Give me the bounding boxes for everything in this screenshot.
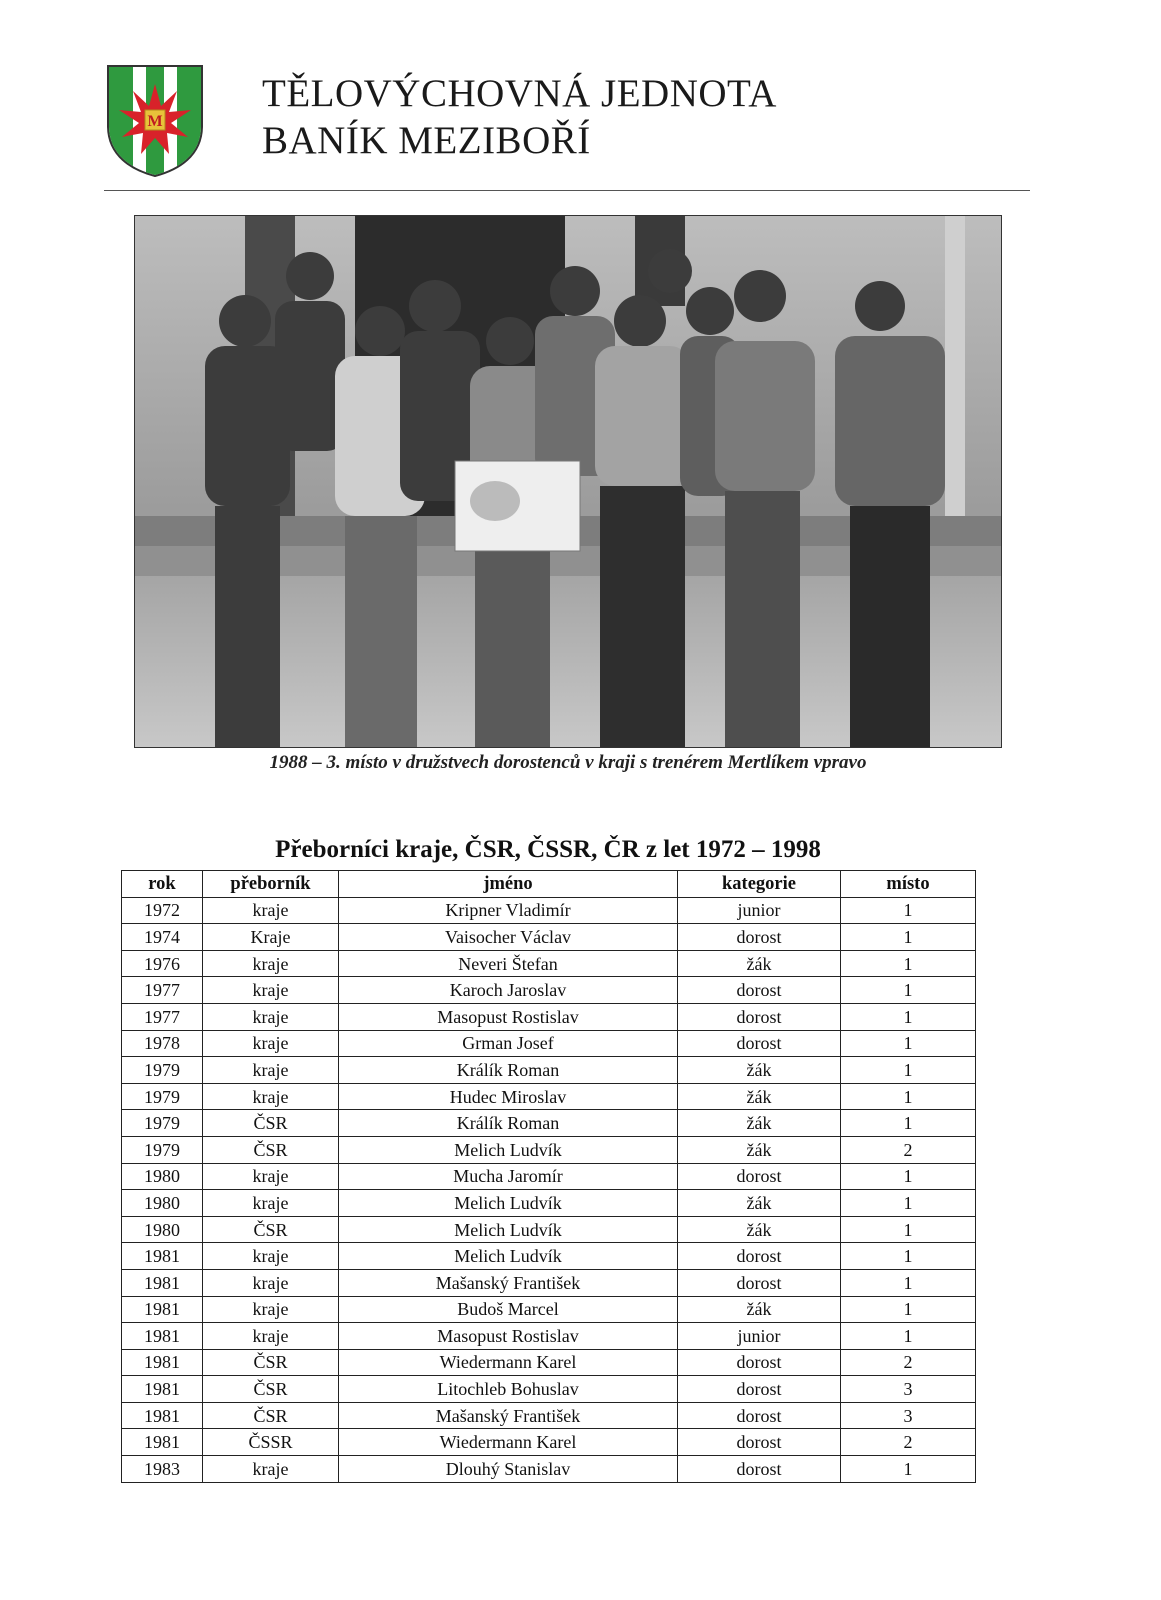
results-table — [121, 870, 976, 1483]
table-row — [122, 950, 976, 977]
cell-misto: 1 — [841, 1083, 976, 1110]
org-name-line2: BANÍK MEZIBOŘÍ — [262, 119, 591, 162]
column-header-preborník: přeborník — [203, 871, 339, 898]
cell-misto: 1 — [841, 1323, 976, 1350]
cell-rok: 1981 — [122, 1323, 203, 1350]
cell-rok: 1980 — [122, 1216, 203, 1243]
cell-misto: 1 — [841, 977, 976, 1004]
cell-jmeno: Králík Roman — [339, 1057, 678, 1084]
cell-jmeno: Hudec Miroslav — [339, 1083, 678, 1110]
cell-preborník: kraje — [203, 1083, 339, 1110]
cell-jmeno: Grman Josef — [339, 1030, 678, 1057]
cell-jmeno: Masopust Rostislav — [339, 1003, 678, 1030]
cell-jmeno: Dlouhý Stanislav — [339, 1456, 678, 1483]
cell-misto: 1 — [841, 1003, 976, 1030]
cell-misto: 1 — [841, 1243, 976, 1270]
cell-jmeno: Wiedermann Karel — [339, 1349, 678, 1376]
organization-name — [262, 70, 777, 164]
cell-jmeno: Mašanský František — [339, 1402, 678, 1429]
cell-preborník: kraje — [203, 1269, 339, 1296]
cell-jmeno: Mašanský František — [339, 1269, 678, 1296]
cell-misto: 1 — [841, 1296, 976, 1323]
cell-jmeno: Neveri Štefan — [339, 950, 678, 977]
cell-misto: 2 — [841, 1429, 976, 1456]
table-row — [122, 1456, 976, 1483]
cell-rok: 1972 — [122, 897, 203, 924]
column-header-misto: místo — [841, 871, 976, 898]
table-row — [122, 924, 976, 951]
cell-misto: 1 — [841, 1190, 976, 1217]
cell-kategorie: dorost — [678, 1349, 841, 1376]
cell-preborník: ČSR — [203, 1136, 339, 1163]
table-row — [122, 1136, 976, 1163]
cell-jmeno: Masopust Rostislav — [339, 1323, 678, 1350]
table-row — [122, 1269, 976, 1296]
cell-kategorie: dorost — [678, 1456, 841, 1483]
cell-rok: 1979 — [122, 1057, 203, 1084]
cell-kategorie: dorost — [678, 1030, 841, 1057]
cell-jmeno: Budoš Marcel — [339, 1296, 678, 1323]
cell-jmeno: Litochleb Bohuslav — [339, 1376, 678, 1403]
cell-misto: 1 — [841, 1057, 976, 1084]
cell-misto: 1 — [841, 1269, 976, 1296]
cell-misto: 1 — [841, 950, 976, 977]
cell-preborník: ČSR — [203, 1110, 339, 1137]
table-row — [122, 1349, 976, 1376]
cell-preborník: kraje — [203, 1057, 339, 1084]
cell-rok: 1981 — [122, 1402, 203, 1429]
cell-misto: 3 — [841, 1402, 976, 1429]
cell-rok: 1979 — [122, 1136, 203, 1163]
cell-misto: 1 — [841, 924, 976, 951]
column-header-jmeno: jméno — [339, 871, 678, 898]
table-row — [122, 1429, 976, 1456]
table-row — [122, 1163, 976, 1190]
cell-preborník: kraje — [203, 897, 339, 924]
cell-preborník: ČSR — [203, 1376, 339, 1403]
cell-kategorie: dorost — [678, 1376, 841, 1403]
table-row — [122, 1190, 976, 1217]
cell-misto: 1 — [841, 897, 976, 924]
cell-preborník: kraje — [203, 1243, 339, 1270]
cell-preborník: kraje — [203, 1190, 339, 1217]
cell-preborník: kraje — [203, 950, 339, 977]
table-row — [122, 1376, 976, 1403]
cell-kategorie: dorost — [678, 1429, 841, 1456]
cell-kategorie: dorost — [678, 1402, 841, 1429]
cell-kategorie: žák — [678, 1057, 841, 1084]
cell-misto: 1 — [841, 1030, 976, 1057]
cell-jmeno: Melich Ludvík — [339, 1136, 678, 1163]
cell-misto: 1 — [841, 1110, 976, 1137]
cell-rok: 1983 — [122, 1456, 203, 1483]
column-header-kategorie: kategorie — [678, 871, 841, 898]
table-row — [122, 1243, 976, 1270]
cell-jmeno: Wiedermann Karel — [339, 1429, 678, 1456]
cell-kategorie: dorost — [678, 1003, 841, 1030]
photo-caption: 1988 – 3. místo v družstvech dorostenců v kraji s trenérem Mertlíkem vpravo — [269, 752, 867, 773]
cell-misto: 2 — [841, 1349, 976, 1376]
table-row — [122, 1083, 976, 1110]
table-row — [122, 1003, 976, 1030]
cell-rok: 1979 — [122, 1083, 203, 1110]
cell-misto: 1 — [841, 1456, 976, 1483]
table-row — [122, 897, 976, 924]
results-table-body — [122, 897, 976, 1482]
cell-kategorie: žák — [678, 1296, 841, 1323]
cell-misto: 2 — [841, 1136, 976, 1163]
cell-rok: 1981 — [122, 1269, 203, 1296]
cell-rok: 1981 — [122, 1349, 203, 1376]
cell-jmeno: Kripner Vladimír — [339, 897, 678, 924]
cell-jmeno: Vaisocher Václav — [339, 924, 678, 951]
cell-kategorie: dorost — [678, 1269, 841, 1296]
cell-preborník: kraje — [203, 1456, 339, 1483]
town-crest-icon — [106, 64, 204, 178]
cell-kategorie: žák — [678, 1216, 841, 1243]
cell-kategorie: junior — [678, 897, 841, 924]
cell-rok: 1981 — [122, 1429, 203, 1456]
cell-preborník: kraje — [203, 1003, 339, 1030]
cell-kategorie: junior — [678, 1323, 841, 1350]
cell-rok: 1979 — [122, 1110, 203, 1137]
org-name-line1: TĚLOVÝCHOVNÁ JEDNOTA — [262, 72, 777, 115]
table-row — [122, 1110, 976, 1137]
cell-rok: 1977 — [122, 977, 203, 1004]
cell-kategorie: dorost — [678, 924, 841, 951]
cell-kategorie: žák — [678, 1136, 841, 1163]
cell-rok: 1981 — [122, 1376, 203, 1403]
cell-preborník: ČSSR — [203, 1429, 339, 1456]
table-row — [122, 1296, 976, 1323]
table-header-row — [122, 871, 976, 898]
cell-preborník: kraje — [203, 977, 339, 1004]
cell-rok: 1981 — [122, 1296, 203, 1323]
header-divider — [104, 190, 1030, 191]
table-row — [122, 977, 976, 1004]
cell-rok: 1976 — [122, 950, 203, 977]
cell-preborník: kraje — [203, 1030, 339, 1057]
table-row — [122, 1216, 976, 1243]
cell-jmeno: Melich Ludvík — [339, 1216, 678, 1243]
cell-preborník: Kraje — [203, 924, 339, 951]
cell-preborník: kraje — [203, 1296, 339, 1323]
table-row — [122, 1057, 976, 1084]
crest-letter: M — [147, 113, 163, 130]
team-photo — [134, 215, 1002, 748]
cell-rok: 1974 — [122, 924, 203, 951]
results-table-title: Přeborníci kraje, ČSR, ČSSR, ČR z let 1972 – 1998 — [275, 836, 821, 863]
table-row — [122, 1030, 976, 1057]
cell-jmeno: Melich Ludvík — [339, 1243, 678, 1270]
cell-rok: 1977 — [122, 1003, 203, 1030]
cell-rok: 1980 — [122, 1190, 203, 1217]
table-row — [122, 1323, 976, 1350]
cell-jmeno: Melich Ludvík — [339, 1190, 678, 1217]
cell-rok: 1978 — [122, 1030, 203, 1057]
cell-preborník: kraje — [203, 1323, 339, 1350]
cell-preborník: kraje — [203, 1163, 339, 1190]
cell-kategorie: žák — [678, 1190, 841, 1217]
cell-jmeno: Králík Roman — [339, 1110, 678, 1137]
cell-kategorie: žák — [678, 1083, 841, 1110]
cell-jmeno: Karoch Jaroslav — [339, 977, 678, 1004]
cell-rok: 1981 — [122, 1243, 203, 1270]
cell-preborník: ČSR — [203, 1349, 339, 1376]
cell-misto: 3 — [841, 1376, 976, 1403]
cell-jmeno: Mucha Jaromír — [339, 1163, 678, 1190]
cell-kategorie: dorost — [678, 1163, 841, 1190]
cell-rok: 1980 — [122, 1163, 203, 1190]
cell-kategorie: dorost — [678, 1243, 841, 1270]
cell-misto: 1 — [841, 1163, 976, 1190]
cell-misto: 1 — [841, 1216, 976, 1243]
cell-kategorie: dorost — [678, 977, 841, 1004]
table-row — [122, 1402, 976, 1429]
cell-kategorie: žák — [678, 950, 841, 977]
cell-kategorie: žák — [678, 1110, 841, 1137]
cell-preborník: ČSR — [203, 1402, 339, 1429]
column-header-rok: rok — [122, 871, 203, 898]
cell-preborník: ČSR — [203, 1216, 339, 1243]
